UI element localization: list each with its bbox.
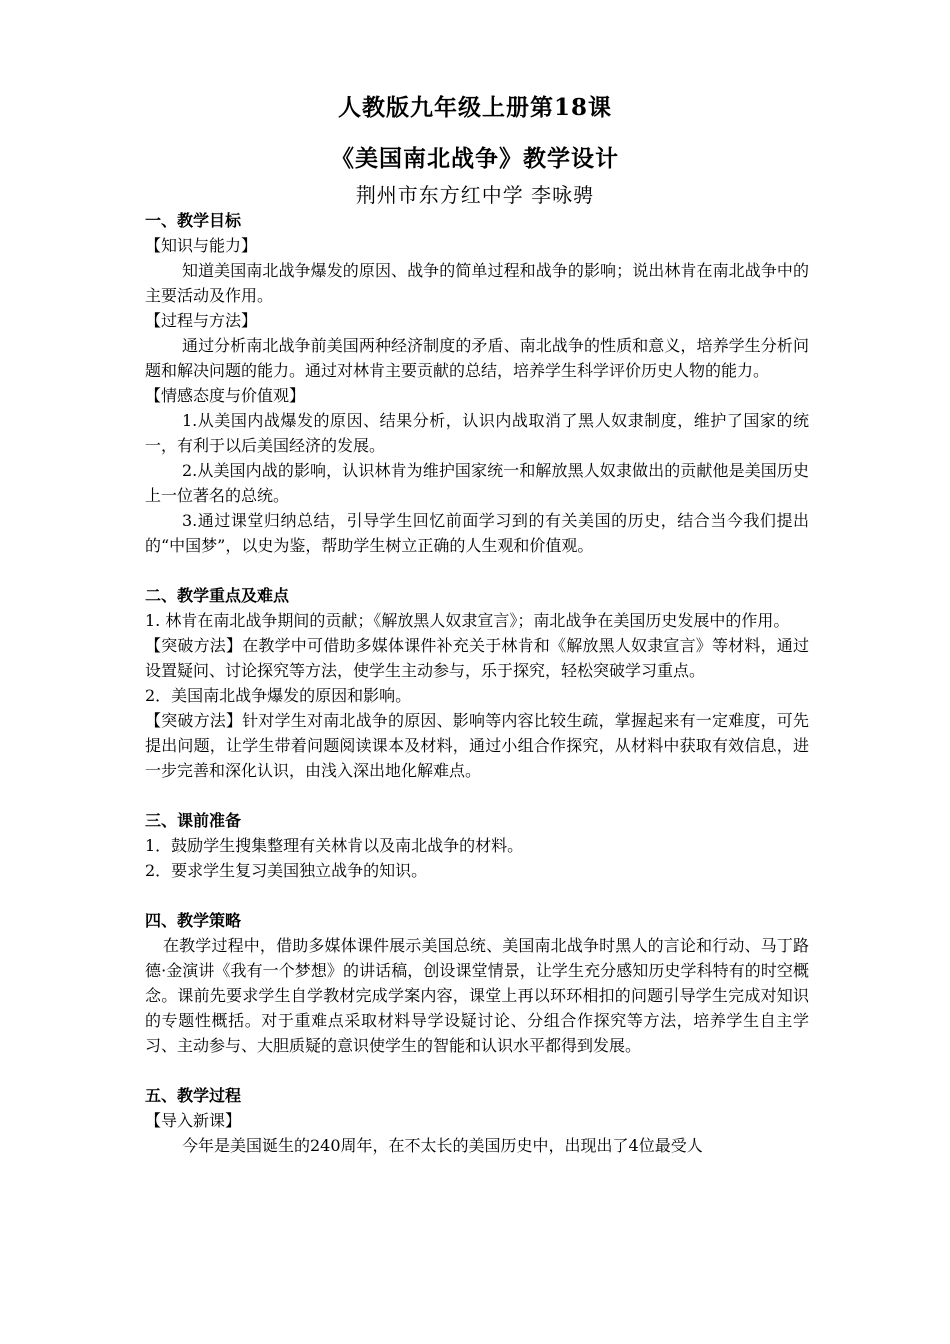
preparation-item-1: 1．鼓励学生搜集整理有关林肯以及南北战争的材料。	[145, 836, 524, 855]
section-heading-process: 五、教学过程	[145, 1086, 242, 1105]
attitude-label: 【情感态度与价值观】	[145, 386, 306, 405]
spacer	[145, 1058, 809, 1083]
strategy-paragraph: 在教学过程中，借助多媒体课件展示美国总统、美国南北战争时黑人的言论和行动、马丁路德·金演讲《我有一个梦想》的讲话稿，创设课堂情景，让学生充分感知历史学科特有的时空概念。课前先要求学生自学教材完成学案内容，课堂上再以环环相扣的问题引导学生完成对知识的专题性概括。对于重难点采取材料导学设疑讨论、分组合作探究等方法，培养学生自主学习、主动参与、大胆质疑的意识使学生的智能和认识水平都得到发展。	[145, 936, 809, 1055]
document-title: 人教版九年级上册第18课	[337, 94, 612, 121]
key-point-1: 1. 林肯在南北战争期间的贡献；《解放黑人奴隶宣言》；南北战争在美国历史发展中的作用。	[145, 611, 790, 630]
section-heading-preparation: 三、课前准备	[145, 811, 242, 830]
section-heading-key-points: 二、教学重点及难点	[145, 586, 290, 605]
process-paragraph: 通过分析南北战争前美国两种经济制度的矛盾、南北战争的性质和意义，培养学生分析问题和解决问题的能力。通过对林肯主要贡献的总结，培养学生科学评价历史人物的能力。	[145, 336, 809, 380]
method-paragraph-1: 【突破方法】在教学中可借助多媒体课件补充关于林肯和《解放黑人奴隶宣言》等材料，通过设置疑问、讨论探究等方法，使学生主动参与，乐于探究，轻松突破学习重点。	[145, 636, 809, 680]
knowledge-paragraph: 知道美国南北战争爆发的原因、战争的简单过程和战争的影响；说出林肯在南北战争中的主要活动及作用。	[145, 261, 809, 305]
knowledge-label: 【知识与能力】	[145, 236, 258, 255]
document-subtitle: 《美国南北战争》教学设计	[331, 145, 619, 172]
process-label: 【过程与方法】	[145, 311, 258, 330]
intro-paragraph: 今年是美国诞生的240周年，在不太长的美国历史中，出现出了4位最受人	[182, 1136, 703, 1155]
section-heading-strategy: 四、教学策略	[145, 911, 242, 930]
section-heading-objectives: 一、教学目标	[145, 211, 242, 230]
preparation-item-2: 2．要求学生复习美国独立战争的知识。	[145, 861, 428, 880]
method-paragraph-2: 【突破方法】针对学生对南北战争的原因、影响等内容比较生疏，掌握起来有一定难度，可先提出问题，让学生带着问题阅读课本及材料，通过小组合作探究，从材料中获取有效信息，进一步完善和深化认识，由浅入深出地化解难点。	[145, 711, 809, 780]
attitude-item-1: 1.从美国内战爆发的原因、结果分析，认识内战取消了黑人奴隶制度，维护了国家的统一，有利于以后美国经济的发展。	[145, 411, 809, 455]
intro-label: 【导入新课】	[145, 1111, 242, 1130]
spacer	[145, 558, 809, 583]
attitude-item-3: 3.通过课堂归纳总结，引导学生回忆前面学习到的有关美国的历史，结合当今我们提出的“中国梦”，以史为鉴，帮助学生树立正确的人生观和价值观。	[145, 511, 809, 555]
document-body	[145, 208, 809, 1158]
attitude-item-2: 2.从美国内战的影响，认识林肯为维护国家统一和解放黑人奴隶做出的贡献他是美国历史上一位著名的总统。	[145, 461, 809, 505]
key-point-2: 2．美国南北战争爆发的原因和影响。	[145, 686, 412, 705]
author-line: 荆州市东方红中学 李咏骋	[355, 183, 595, 207]
spacer	[145, 883, 809, 908]
spacer	[145, 783, 809, 808]
